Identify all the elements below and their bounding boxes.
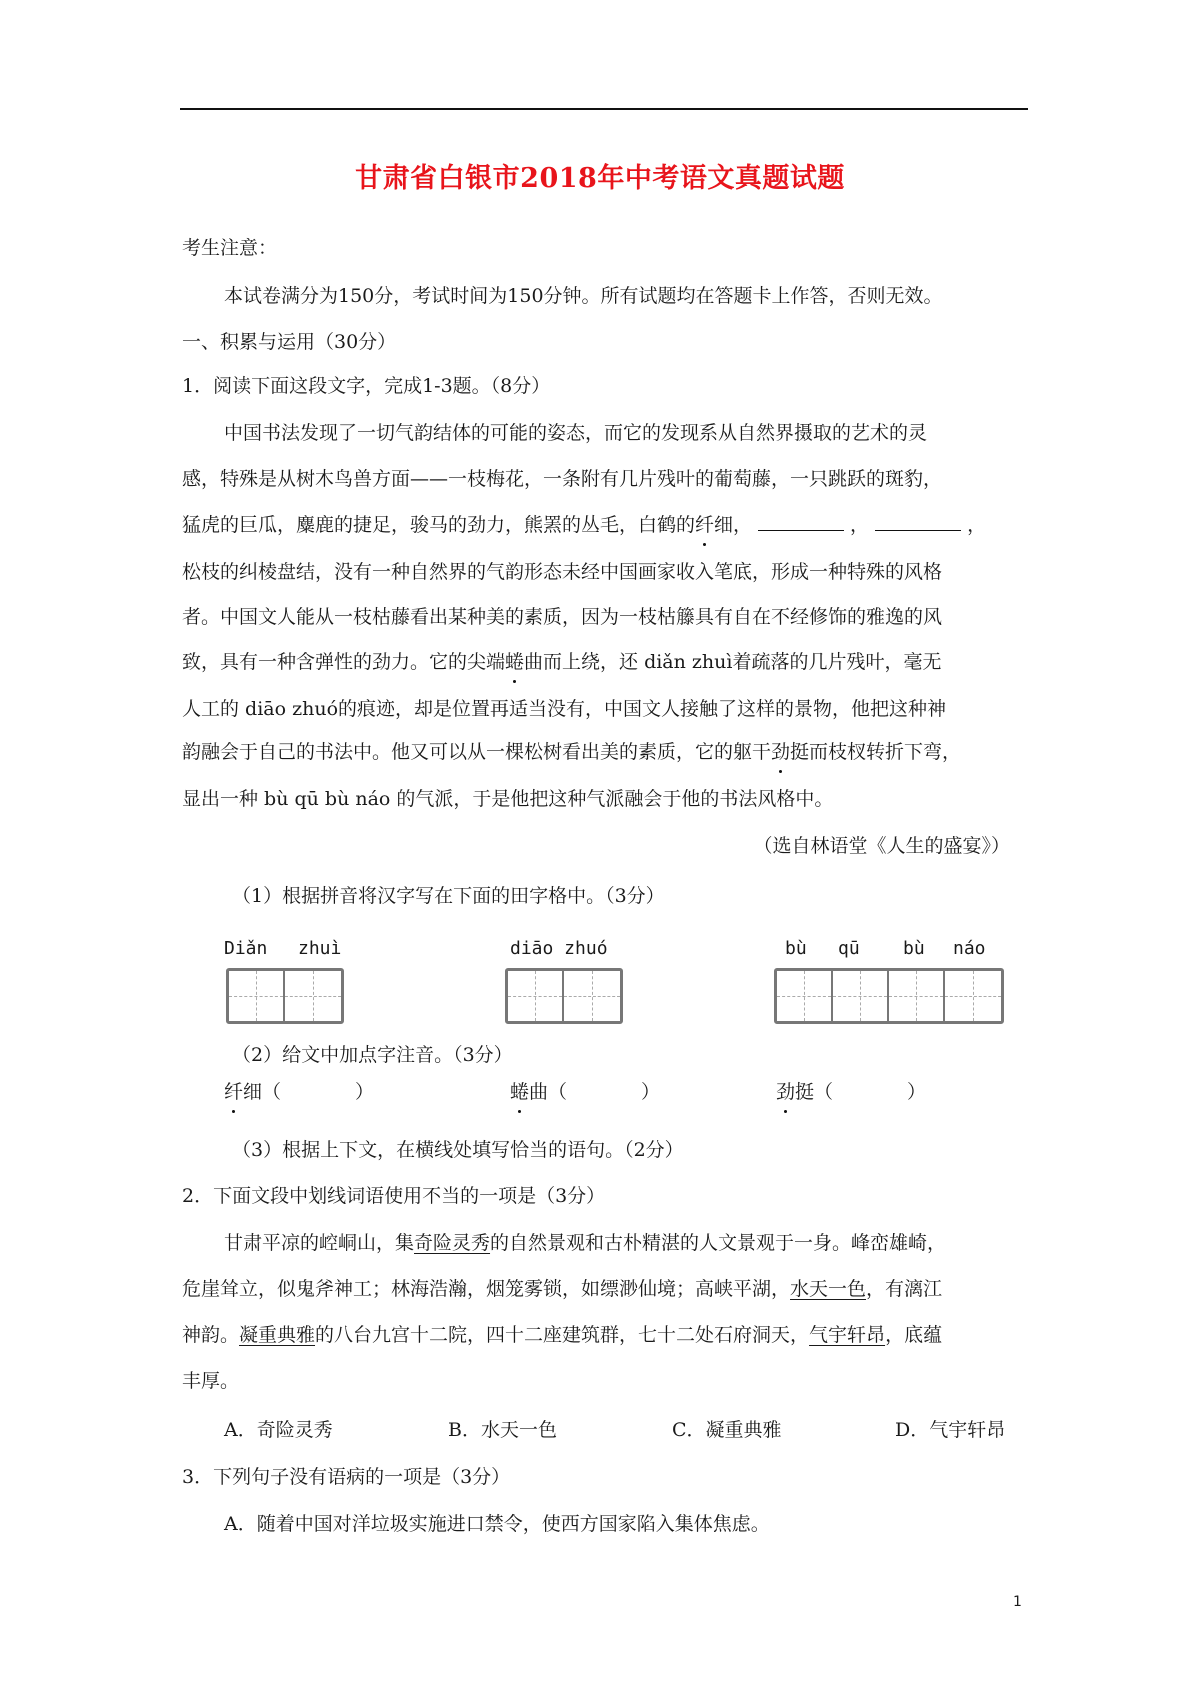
q2-text: 的自然景观和古朴精湛的人文景观于一身。峰峦雄崎， [490,1232,947,1254]
passage-line: 感，特殊是从树木鸟兽方面——一枝梅花，一条附有几片残叶的葡萄藤，一只跳跃的斑豹， [182,468,943,490]
grid-cell[interactable] [777,971,833,1021]
q2-passage-line [224,1231,946,1255]
pinyin-label: diāo zhuó [510,938,608,959]
question-1-prompt: 1．阅读下面这段文字，完成1-3题。（8分） [182,375,551,397]
passage-text: ， [967,514,987,536]
q2-passage-line [182,1323,942,1347]
grid-cell[interactable] [508,971,564,1021]
grid-cell[interactable] [229,971,285,1021]
option-b[interactable]: B．水天一色 [448,1419,557,1441]
annotation-item [510,1080,660,1104]
passage-text: 韵融会于自己的书法中。他又可以从一棵松树看出美的素质，它的躯干 [182,741,772,763]
tianzige-grid-2[interactable] [505,968,623,1024]
subquestion-2-prompt: （2）给文中加点字注音。（3分） [232,1044,513,1066]
dotted-char: 蜷 [510,1081,530,1103]
grid-cell[interactable] [285,971,341,1021]
notice-text: 本试卷满分为150分，考试时间为150分钟。所有试题均在答题卡上作答，否则无效。 [224,285,943,307]
annotation-item [776,1080,926,1104]
underlined-term: 气宇轩昂 [809,1324,886,1346]
grid-cell[interactable] [564,971,620,1021]
annotation-text: 细（ [243,1081,282,1103]
passage-line [182,650,941,674]
section-heading: 一、积累与运用（30分） [182,331,397,353]
passage-text: 细， [714,514,753,536]
option-a[interactable]: A．奇险灵秀 [224,1419,333,1441]
passage-text: 曲而上绕，还 diǎn zhuì着疏落的几片残叶，毫无 [524,651,942,673]
annotation-close: ） [355,1081,375,1103]
passage-line: 显出一种 bù qū bù náo 的气派，于是他把这种气派融会于他的书法风格中。 [182,788,834,810]
grid-cell[interactable] [833,971,889,1021]
underlined-term: 凝重典雅 [239,1324,316,1346]
pinyin-label: qū [838,938,860,959]
dotted-char: 纤 [695,514,715,536]
passage-text: 猛虎的巨瓜，麋鹿的捷足，骏马的劲力，熊罴的丛毛，白鹤的 [182,514,696,536]
q2-passage-line [182,1277,942,1301]
pinyin-label: bù [903,938,925,959]
option-d[interactable]: D．气宇轩昂 [895,1419,1006,1441]
annotation-text: 挺（ [795,1081,834,1103]
underlined-term: 奇险灵秀 [414,1232,491,1254]
annotation-close: ） [907,1081,927,1103]
fill-blank-1[interactable] [758,512,844,531]
question-3-prompt: 3．下列句子没有语病的一项是（3分） [182,1466,511,1488]
q2-passage-line: 丰厚。 [182,1370,240,1392]
passage-line [182,740,961,764]
tianzige-grid-3[interactable] [774,968,1004,1024]
dotted-char: 劲 [776,1081,796,1103]
fill-blank-2[interactable] [875,512,961,531]
q2-text: 危崖耸立，似鬼斧神工；林海浩瀚，烟笼雾锁，如缥渺仙境；高峡平湖， [182,1278,791,1300]
passage-text: ， [850,514,870,536]
passage-text: 致，具有一种含弹性的劲力。它的尖端 [182,651,506,673]
q2-text: ，底蕴 [885,1324,943,1346]
header-rule [180,108,1028,110]
pinyin-label: bù [785,938,807,959]
q2-text: ，有漓江 [866,1278,943,1300]
passage-line [182,512,986,537]
grid-cell[interactable] [945,971,1001,1021]
passage-line: 松枝的纠棱盘结，没有一种自然界的气韵形态未经中国画家收入笔底，形成一种特殊的风格 [182,561,943,583]
passage-source: （选自林语堂《人生的盛宴》） [753,835,1010,857]
passage-text: 挺而枝杈转折下弯， [790,741,962,763]
q3-option-a[interactable]: A．随着中国对洋垃圾实施进口禁令，使西方国家陷入集体焦虑。 [224,1513,770,1535]
pinyin-label: zhuì [298,938,342,959]
subquestion-1-prompt: （1）根据拼音将汉字写在下面的田字格中。（3分） [232,885,665,907]
pinyin-label: Diǎn [224,938,268,959]
page-title: 甘肃省白银市2018年中考语文真题试题 [355,163,845,194]
notice-label: 考生注意： [182,237,278,259]
annotation-text: 曲（ [529,1081,568,1103]
passage-line: 者。中国文人能从一枝枯藤看出某种美的素质，因为一枝枯籐具有自在不经修饰的雅逸的风 [182,606,943,628]
annotation-item [224,1080,374,1104]
passage-line: 人工的 diāo zhuó的痕迹，却是位置再适当没有，中国文人接触了这样的景物，他把这种神 [182,698,947,720]
q2-text: 的八台九宫十二院，四十二座建筑群，七十二处石府洞天， [315,1324,810,1346]
grid-cell[interactable] [889,971,945,1021]
subquestion-3-prompt: （3）根据上下文，在横线处填写恰当的语句。（2分） [232,1139,684,1161]
underlined-term: 水天一色 [790,1278,867,1300]
q2-text: 神韵。 [182,1324,240,1346]
annotation-close: ） [641,1081,661,1103]
q2-text: 甘肃平凉的崆峒山，集 [224,1232,415,1254]
dotted-char: 劲 [771,741,791,763]
dotted-char: 蜷 [505,651,525,673]
question-2-prompt: 2．下面文段中划线词语使用不当的一项是（3分） [182,1185,606,1207]
page-number: 1 [1013,1594,1022,1610]
dotted-char: 纤 [224,1081,244,1103]
option-c[interactable]: C．凝重典雅 [672,1419,782,1441]
passage-line: 中国书法发现了一切气韵结体的可能的姿态，而它的发现系从自然界摄取的艺术的灵 [224,422,928,444]
pinyin-label: náo [953,938,986,959]
tianzige-grid-1[interactable] [226,968,344,1024]
